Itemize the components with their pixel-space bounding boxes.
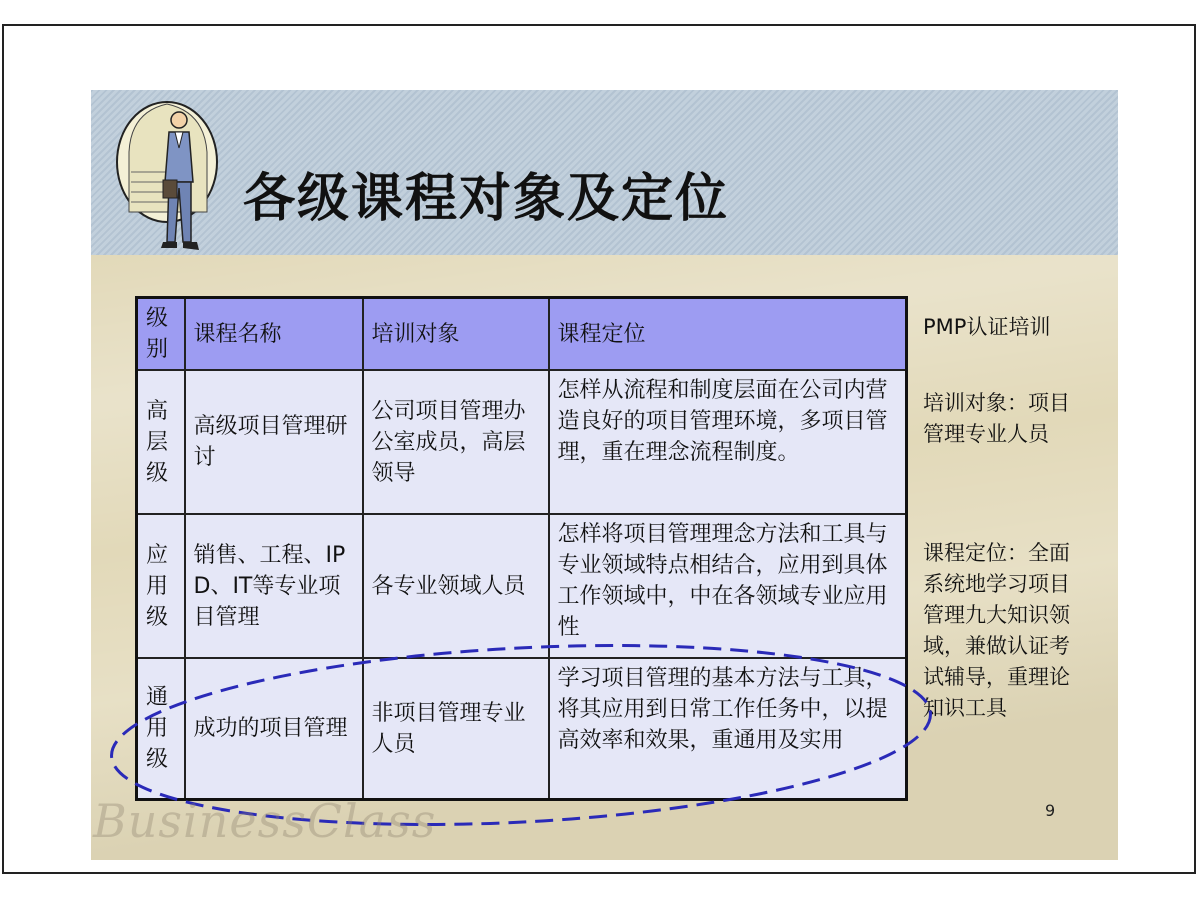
cell-positioning: 怎样将项目管理理念方法和工具与专业领域特点相结合，应用到具体工作领域中，中在各领域专业应用性 <box>549 514 907 658</box>
side-positioning: 课程定位：全面系统地学习项目管理九大知识领域，兼做认证考试辅导，重理论知识工具 <box>923 541 1070 720</box>
header-course: 课程名称 <box>185 298 363 371</box>
page-frame <box>2 24 1196 874</box>
cell-audience: 公司项目管理办公室成员，高层领导 <box>363 370 549 514</box>
cell-positioning: 学习项目管理的基本方法与工具，将其应用到日常工作任务中，以提高效率和效果，重通用及实用 <box>549 658 907 800</box>
header-positioning: 课程定位 <box>549 298 907 371</box>
cell-course: 销售、工程、IPD、IT等专业项目管理 <box>185 514 363 658</box>
side-audience: 培训对象：项目管理专业人员 <box>923 391 1070 446</box>
slide-title: 各级课程对象及定位 <box>243 169 730 229</box>
slide <box>91 90 1118 860</box>
cell-level: 高层级 <box>137 370 185 514</box>
table-row <box>137 370 907 514</box>
cell-course: 高级项目管理研讨 <box>185 370 363 514</box>
course-table <box>135 296 908 801</box>
businessman-icon <box>109 92 227 262</box>
table-row <box>137 514 907 658</box>
cell-course: 成功的项目管理 <box>185 658 363 800</box>
page-number: 9 <box>1045 801 1056 820</box>
cell-level: 通用级 <box>137 658 185 800</box>
header-level: 级别 <box>137 298 185 371</box>
cell-audience: 非项目管理专业人员 <box>363 658 549 800</box>
side-heading: PMP认证培训 <box>923 315 1051 339</box>
table-header-row <box>137 298 907 371</box>
cell-audience: 各专业领域人员 <box>363 514 549 658</box>
cell-level: 应用级 <box>137 514 185 658</box>
cell-positioning: 怎样从流程和制度层面在公司内营造良好的项目管理环境，多项目管理，重在理念流程制度。 <box>549 370 907 514</box>
business-class-watermark: BusinessClass <box>93 794 437 848</box>
table-row <box>137 658 907 800</box>
header-audience: 培训对象 <box>363 298 549 371</box>
